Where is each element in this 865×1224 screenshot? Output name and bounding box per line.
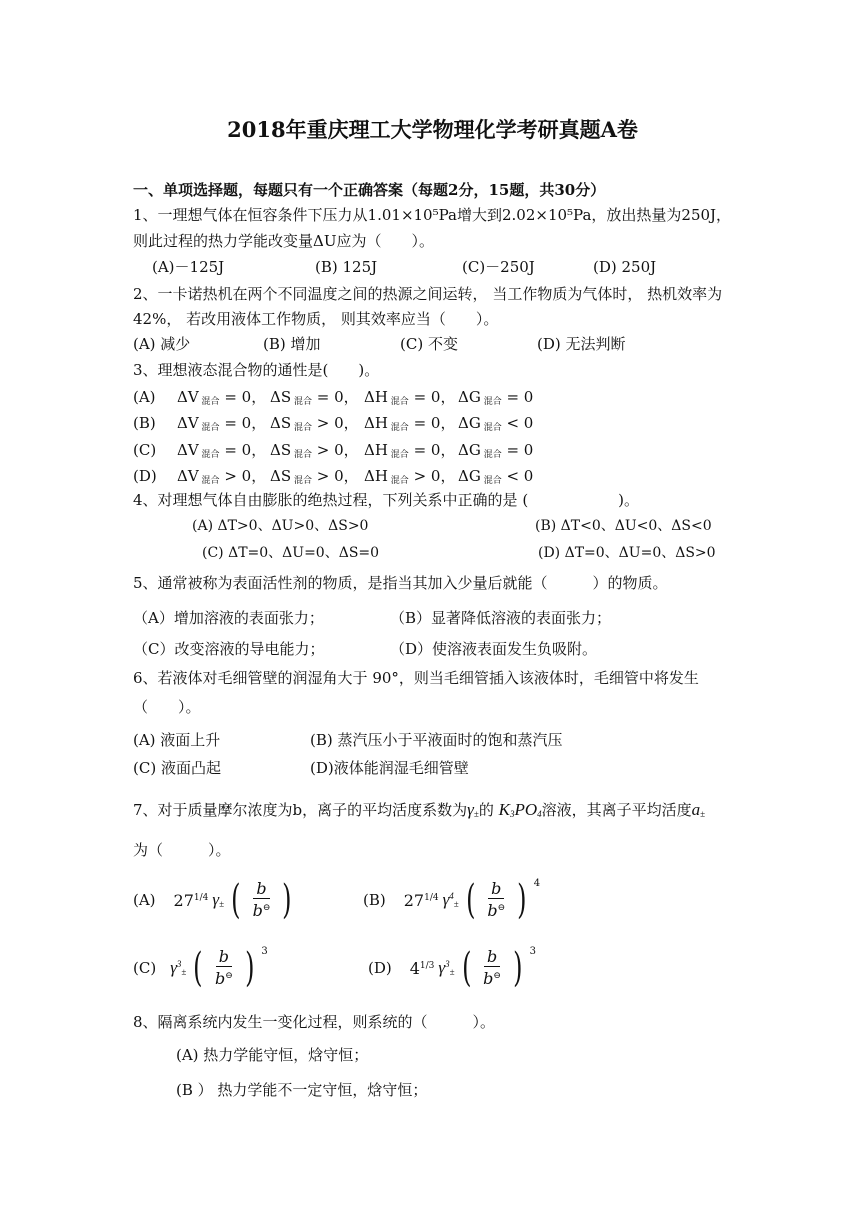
q3-row-1-delta-s: ΔS $_{混合}$ = 0， xyxy=(270,388,359,407)
b-over-b-standard: $\frac{b}{b^⊖}$ xyxy=(487,879,506,920)
q8-option-a: (A) 热力学能守恒，焓守恒； xyxy=(176,1046,369,1064)
b-over-b-standard: $\frac{b}{b^⊖}$ xyxy=(214,947,233,988)
q2-option-a: (A) 减少 xyxy=(133,335,191,353)
q5-option-c: （C）改变溶液的导电能力； xyxy=(133,640,325,658)
q7-option-a-label: (A) xyxy=(133,891,156,909)
q4-option-d: (D) ΔT=0、ΔU=0、ΔS>0 xyxy=(538,545,716,561)
q1-option-c: (C)－250J xyxy=(462,258,535,276)
q2-option-d: (D) 无法判断 xyxy=(537,335,626,353)
k3po4-formula: $K_3PO_4$ xyxy=(498,800,542,819)
q1-option-a: (A)－125J xyxy=(152,258,225,276)
q3-row-2-delta-v: ΔV $_{混合}$ = 0， xyxy=(177,414,267,433)
q3-row-3-delta-h: ΔH $_{混合}$ = 0， xyxy=(364,441,456,460)
q3-row-1-delta-v: ΔV $_{混合}$ = 0， xyxy=(177,388,267,407)
q4-option-b: (B) ΔT<0、ΔU<0、ΔS<0 xyxy=(535,518,712,534)
q1-option-b: (B) 125J xyxy=(315,258,378,276)
q3-row-3-label: (C) xyxy=(133,441,157,459)
q4-option-a: (A) ΔT>0、ΔU>0、ΔS>0 xyxy=(192,518,369,534)
b-over-b-standard: $\frac{b}{b^⊖}$ xyxy=(483,947,501,988)
q7-option-a xyxy=(133,877,295,923)
exponent-3: 3 xyxy=(529,946,536,957)
question-1-text-cont: 则此过程的热力学能改变量ΔU应为（ ）。 xyxy=(133,232,434,250)
q7-text-part1: 7、对于质量摩尔浓度为b，离子的平均活度系数为 xyxy=(133,801,468,819)
q3-row-1-label: (A) xyxy=(133,388,156,406)
q3-row-4-label: (D) xyxy=(133,467,157,485)
q3-row-1-delta-h: ΔH $_{混合}$ = 0， xyxy=(364,388,456,407)
q3-row-3-delta-g: ΔG $_{混合}$ = 0 xyxy=(458,441,534,460)
q3-row-2-delta-g: ΔG $_{混合}$ < 0 xyxy=(458,414,534,433)
question-3-text: 3、理想液态混合物的通性是( )。 xyxy=(133,361,380,379)
q2-option-c: (C) 不变 xyxy=(400,335,458,353)
q7-b-coef: $27^{1/4}$ xyxy=(403,890,439,910)
gamma-pm-symbol: $\gamma_\pm$ xyxy=(467,800,479,819)
q3-row-4-delta-h: ΔH $_{混合}$ > 0， xyxy=(364,467,456,486)
a-pm-symbol: $a_\pm$ xyxy=(691,800,706,819)
q6-option-d: (D)液体能润湿毛细管壁 xyxy=(310,759,469,777)
right-paren: ) xyxy=(513,945,523,991)
q3-row-2-delta-h: ΔH $_{混合}$ = 0， xyxy=(364,414,456,433)
section-heading: 一、单项选择题，每题只有一个正确答案（每题2分，15题，共30分） xyxy=(133,181,606,199)
right-paren: ) xyxy=(282,877,292,923)
q7-a-coef: $27^{1/4}$ xyxy=(173,890,209,910)
q8-option-b: (B ） 热力学能不一定守恒，焓守恒； xyxy=(176,1081,428,1099)
q2-option-b: (B) 增加 xyxy=(263,335,321,353)
question-7-text-cont: 为（ ）。 xyxy=(133,841,231,859)
q4-option-c: (C) ΔT=0、ΔU=0、ΔS=0 xyxy=(202,545,380,561)
question-6-text-cont: （ ）。 xyxy=(133,698,201,716)
q7-option-d xyxy=(368,945,536,991)
q3-row-1-delta-g: ΔG $_{混合}$ = 0 xyxy=(458,388,534,407)
q7-a-gamma: $\gamma_\pm$ xyxy=(212,890,225,909)
q3-row-3-delta-v: ΔV $_{混合}$ = 0， xyxy=(177,441,267,460)
question-7-text xyxy=(133,800,705,824)
q6-option-a: (A) 液面上升 xyxy=(133,731,221,749)
q3-row-4-delta-g: ΔG $_{混合}$ < 0 xyxy=(458,467,534,486)
q3-row-3-delta-s: ΔS $_{混合}$ > 0， xyxy=(270,441,359,460)
q7-c-gamma: $\gamma^3_\pm$ xyxy=(170,958,187,977)
left-paren: ( xyxy=(465,877,476,923)
q7-d-gamma: $\gamma^3_\pm$ xyxy=(438,958,455,977)
right-paren: ) xyxy=(517,877,527,923)
q3-row-4-delta-s: ΔS $_{混合}$ > 0， xyxy=(270,467,359,486)
exponent-4: 4 xyxy=(533,878,541,889)
q5-option-b: （B）显著降低溶液的表面张力； xyxy=(390,609,612,627)
q7-option-c xyxy=(133,945,268,991)
q7-d-coef: $4^{1/3}$ xyxy=(409,958,435,978)
q7-option-b xyxy=(363,877,541,923)
q7-option-d-label: (D) xyxy=(368,959,392,977)
q7-option-c-label: (C) xyxy=(133,959,157,977)
q3-row-2-label: (B) xyxy=(133,414,156,432)
q3-row-4-delta-v: ΔV $_{混合}$ > 0， xyxy=(177,467,267,486)
q5-option-a: （A）增加溶液的表面张力； xyxy=(133,609,324,627)
page-title: 2018年重庆理工大学物理化学考研真题A卷 xyxy=(227,117,638,142)
q3-row-2-delta-s: ΔS $_{混合}$ > 0， xyxy=(270,414,359,433)
left-paren: ( xyxy=(231,877,241,923)
question-5-text: 5、通常被称为表面活性剂的物质，是指当其加入少量后就能（ ）的物质。 xyxy=(133,574,668,592)
q7-text-part3: 溶液，其离子平均活度 xyxy=(541,801,692,819)
question-4-text: 4、对理想气体自由膨胀的绝热过程，下列关系中正确的是 ( )。 xyxy=(133,491,640,509)
b-over-b-standard: $\frac{b}{b^⊖}$ xyxy=(252,879,271,920)
question-1-text: 1、一理想气体在恒容条件下压力从1.01×10⁵Pa增大到2.02×10⁵Pa，放出热量为250J， xyxy=(133,206,732,224)
left-paren: ( xyxy=(461,945,472,991)
question-8-text: 8、隔离系统内发生一变化过程，则系统的（ ）。 xyxy=(133,1013,496,1031)
q7-option-b-label: (B) xyxy=(363,891,386,909)
q6-option-b: (B) 蒸汽压小于平液面时的饱和蒸汽压 xyxy=(310,731,563,749)
left-paren: ( xyxy=(193,945,203,991)
q7-text-part2: 的 xyxy=(478,801,494,819)
question-2-text: 2、一卡诺热机在两个不同温度之间的热源之间运转， 当工作物质为气体时， 热机效率为 xyxy=(133,285,723,303)
right-paren: ) xyxy=(244,945,255,991)
exponent-3: 3 xyxy=(261,946,268,957)
q7-b-gamma: $\gamma^4_\pm$ xyxy=(442,890,459,909)
q6-option-c: (C) 液面凸起 xyxy=(133,759,221,777)
q1-option-d: (D) 250J xyxy=(593,258,657,276)
question-6-text: 6、若液体对毛细管壁的润湿角大于 90°，则当毛细管插入该液体时，毛细管中将发生 xyxy=(133,669,699,687)
q5-option-d: （D）使溶液表面发生负吸附。 xyxy=(390,640,598,658)
question-2-text-cont: 42%， 若改用液体工作物质， 则其效率应当（ ）。 xyxy=(133,310,499,328)
